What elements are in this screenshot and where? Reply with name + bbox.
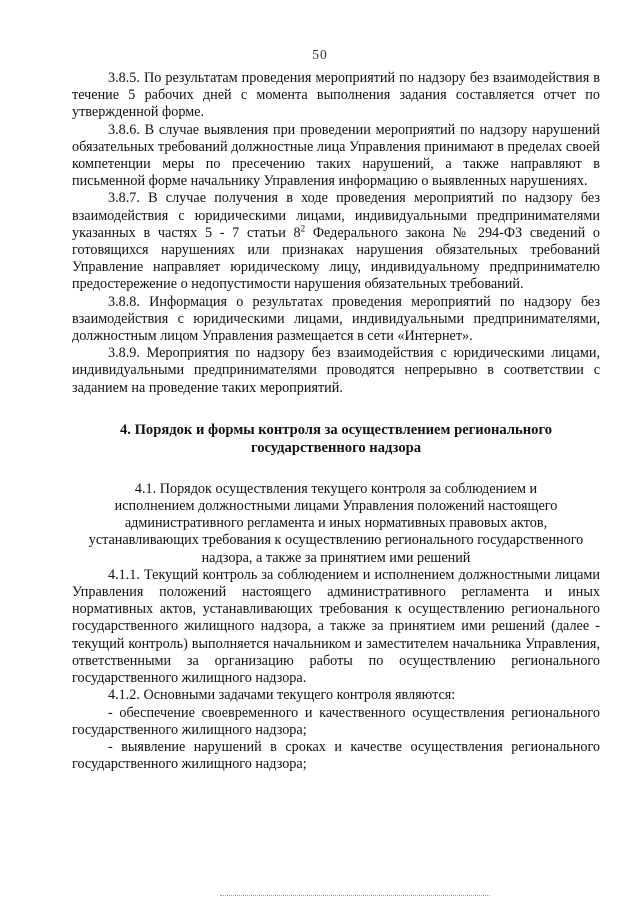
list-item: - выявление нарушений в сроках и качестве осуществления регионального государственного жилищного надзора; — [72, 738, 600, 773]
section-heading — [72, 421, 600, 457]
subsection-heading — [72, 481, 600, 567]
section-heading-line: государственного надзора — [250, 439, 422, 456]
article-superscript: 2 — [300, 223, 306, 234]
paragraph-3-8-7-text-start: 3.8.7. В случае получения в ходе проведения мероприятий по надзору без взаимодействия с юридическими лицами, индивидуальными предпринимателями указанных в частях 5 - 7 статьи 8 — [72, 190, 600, 241]
paragraph-3-8-8: 3.8.8. Информация о результатах проведения мероприятий по надзору без взаимодействия с юридическими лицами, индивидуальными предпринимателями, должностным лицом Управления размещается в сети «Интернет». — [72, 293, 600, 345]
paragraph-4-1-1: 4.1.1. Текущий контроль за соблюдением и исполнением должностными лицами Управления положений настоящего административного регламента и иных нормативных актов, устанавливающих требования к осуществлению регионального государственного жилищного надзора, а также за принятием ими решений (далее - текущий контроль) выполняется начальником и заместителем начальника Управления, ответственными за организацию работы по осуществлению регионального государственного жилищного надзора. — [72, 566, 600, 687]
paragraph-3-8-5: 3.8.5. По результатам проведения мероприятий по надзору без взаимодействия в течение 5 рабочих дней с момента выполнения задания составляется отчет по утвержденной форме. — [72, 70, 600, 121]
subsection-heading-line: надзора, а также за принятием ими решений — [201, 549, 471, 566]
subsection-heading-line: исполнением должностными лицами Управления положений настоящего — [114, 498, 558, 515]
paragraph-3-8-6: 3.8.6. В случае выявления при проведении мероприятий по надзору нарушений обязательных требований должностные лица Управления принимают в пределах своей компетенции меры по пресечению таких нарушений, а также направляют в письменной форме начальнику Управления информацию о выявленных нарушениях. — [72, 121, 600, 190]
subsection-heading-line: устанавливающих требования к осуществлению регионального государственного — [88, 532, 584, 549]
document-body — [72, 70, 600, 773]
paragraph-3-8-7-text-end: Федерального закона № 294-ФЗ сведений о готовящихся нарушениях или признаках нарушения обязательных требований Управление направляет юридическому лицу, индивидуальному предпринимателю предостережение о недопустимости нарушения обязательных требований. — [72, 224, 600, 293]
list-item: - обеспечение своевременного и качественного осуществления регионального государственного жилищного надзора; — [72, 704, 600, 738]
subsection-heading-line: административного регламента и иных нормативных правовых актов, — [124, 515, 548, 532]
paragraph-4-1-2: 4.1.2. Основными задачами текущего контроля являются: — [108, 687, 456, 704]
footer-divider — [220, 895, 490, 896]
section-heading-line: 4. Порядок и формы контроля за осуществлением регионального — [119, 421, 553, 438]
subsection-heading-line: 4.1. Порядок осуществления текущего контроля за соблюдением и — [134, 480, 538, 497]
page-number: 50 — [312, 47, 328, 62]
paragraph-3-8-9: 3.8.9. Мероприятия по надзору без взаимодействия с юридическими лицами, индивидуальными предпринимателями проводятся непрерывно в соответствии с заданием на проведение таких мероприятий. — [72, 345, 600, 396]
paragraph-3-8-7 — [72, 190, 600, 293]
